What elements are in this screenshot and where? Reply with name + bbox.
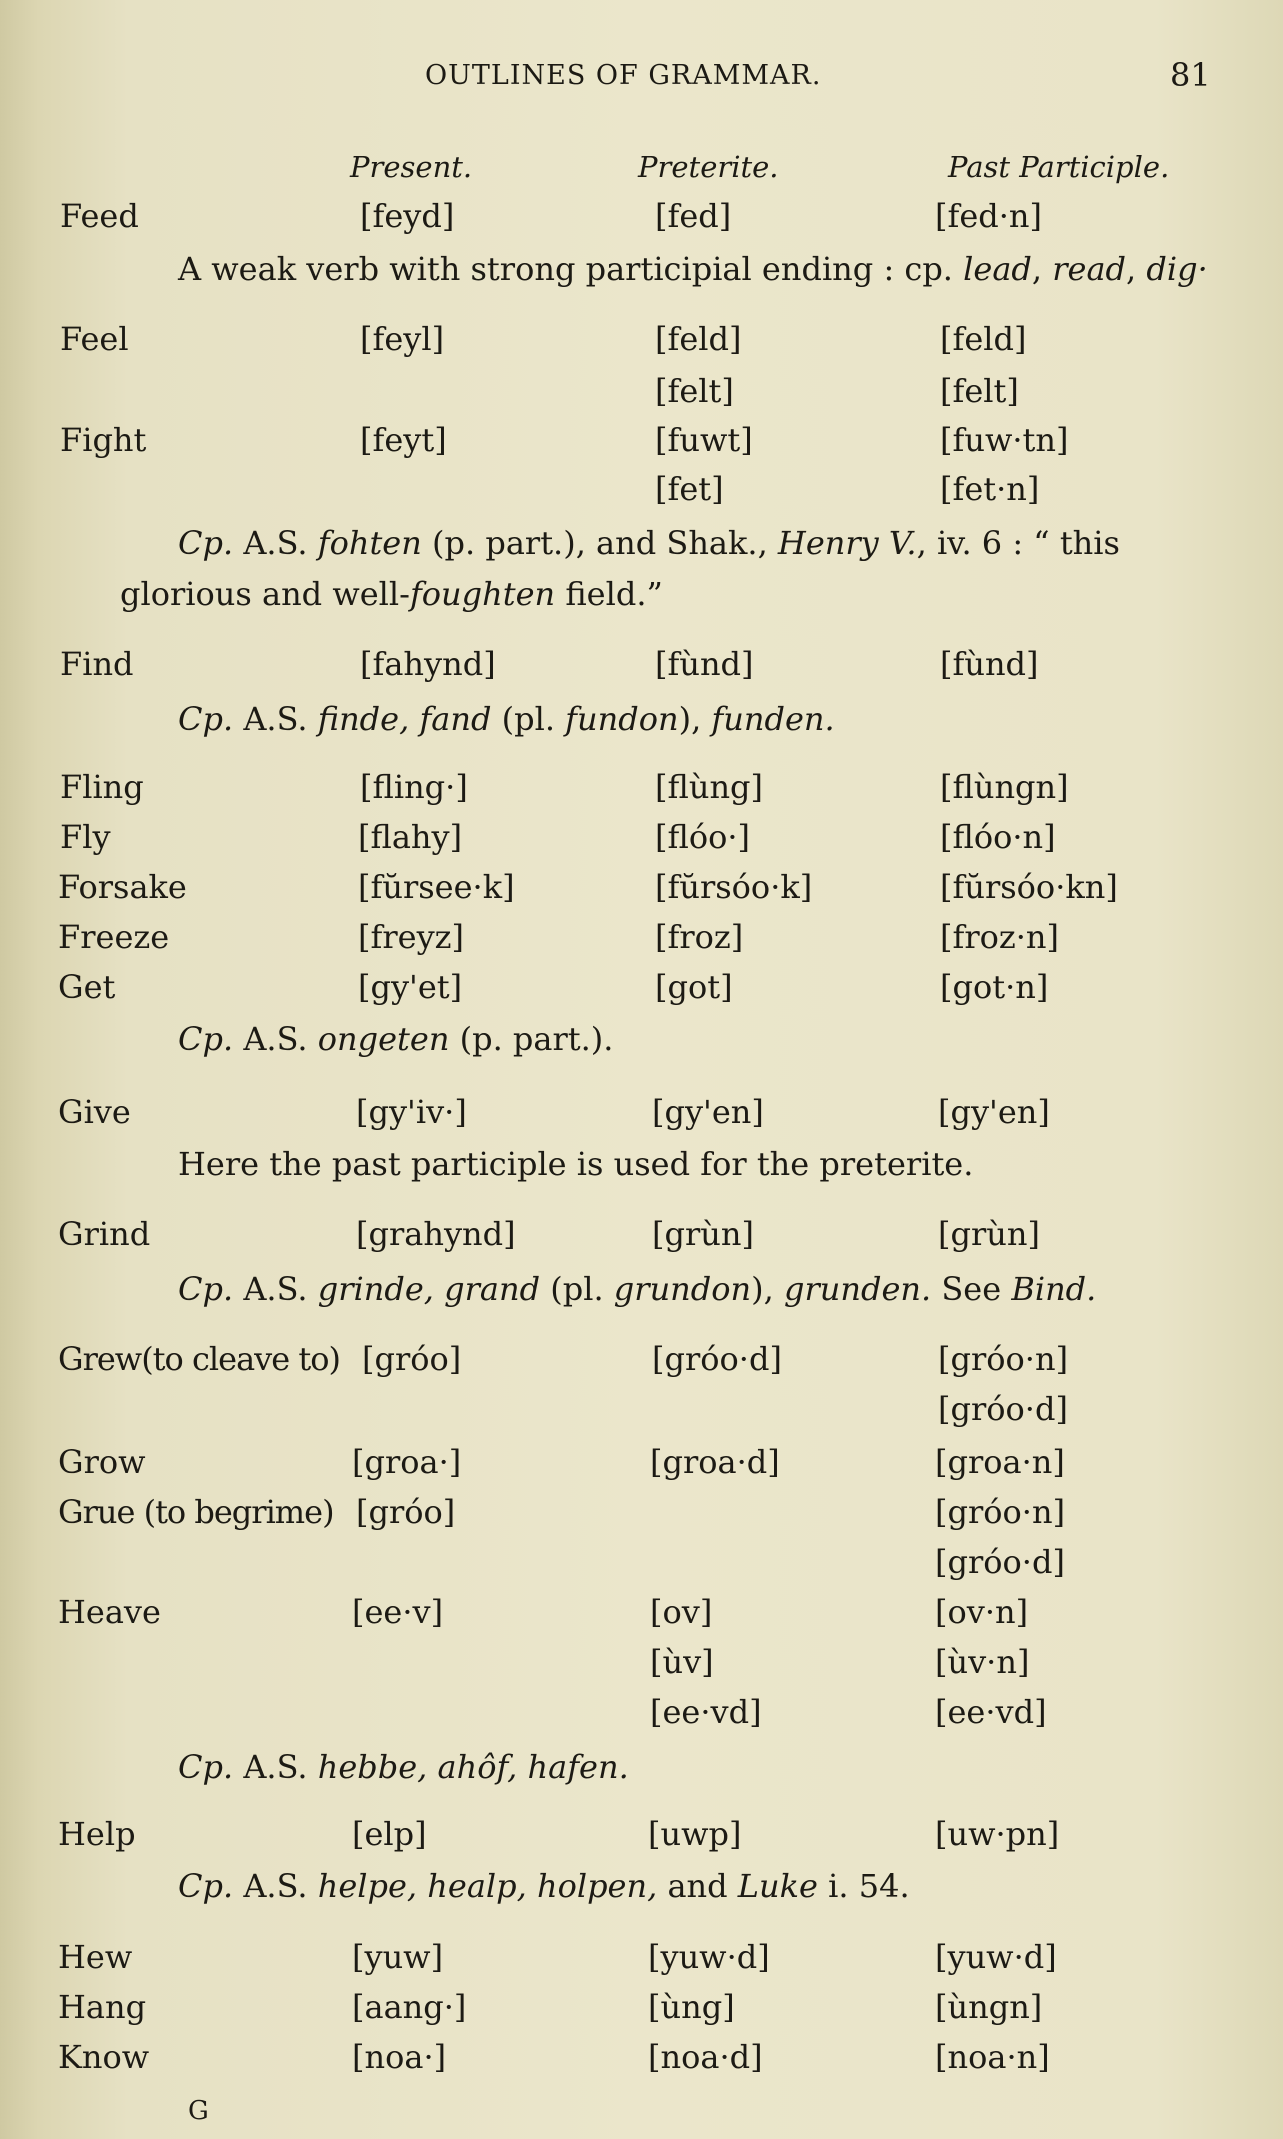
column-heading-present: Present. [350,150,473,184]
verb-word: Find [60,645,134,683]
preterite-form: [flóo·] [655,818,751,856]
preterite-form: [ùng] [648,1988,735,2026]
participle-form: [grùn] [938,1215,1040,1253]
preterite-form: [fuwt] [655,421,753,459]
preterite-form: [fed] [655,197,732,235]
preterite-form: [noa·d] [648,2038,763,2076]
present-form: [fling·] [360,768,468,806]
verb-word: Freeze [58,918,170,956]
preterite-form: [froz] [655,918,744,956]
participle-form: [noa·n] [935,2038,1050,2076]
verb-word: Grow [58,1443,146,1481]
participle-form: [flùngn] [940,768,1069,806]
note-grind: Cp. A.S. grinde, grand (pl. grundon), grunden. See Bind. [178,1270,1097,1308]
present-form: [elp] [352,1815,427,1853]
preterite-form: [felt] [655,372,734,410]
participle-form: [gróo·n] [938,1340,1069,1378]
present-form: [gróo] [362,1340,462,1378]
present-form: [feyd] [360,197,455,235]
participle-form: [ùv·n] [935,1643,1030,1681]
verb-word: Fly [60,818,111,856]
preterite-form: [flùng] [655,768,764,806]
running-header: OUTLINES OF GRAMMAR. [425,60,822,91]
verb-word: Feed [60,197,139,235]
participle-form: [ee·vd] [935,1693,1047,1731]
participle-form: [flóo·n] [940,818,1056,856]
verb-word: Grind [58,1215,151,1253]
participle-form: [ùngn] [935,1988,1043,2026]
note-help: Cp. A.S. helpe, healp, holpen, and Luke i. 54. [178,1867,910,1905]
preterite-form: [groa·d] [650,1443,780,1481]
present-form: [ee·v] [352,1593,444,1631]
preterite-form: [fùnd] [655,645,754,683]
preterite-form: [uwp] [648,1815,742,1853]
verb-word: Fling [60,768,144,806]
participle-form: [fuw·tn] [940,421,1069,459]
participle-form: [gróo·d] [938,1390,1068,1428]
verb-word: Grue (to begrime) [58,1493,334,1531]
signature-mark: G [188,2096,209,2126]
present-form: [fahynd] [360,645,496,683]
verb-word: Know [58,2038,150,2076]
note-get: Cp. A.S. ongeten (p. part.). [178,1020,614,1058]
participle-form: [uw·pn] [935,1815,1060,1853]
verb-word: Hew [58,1938,133,1976]
preterite-form: [ov] [650,1593,713,1631]
column-heading-preterite: Preterite. [638,150,779,184]
present-form: [feyt] [360,421,447,459]
preterite-form: [grùn] [652,1215,754,1253]
present-form: [feyl] [360,320,445,358]
participle-form: [groa·n] [935,1443,1065,1481]
present-form: [gy'et] [358,968,463,1006]
preterite-form: [got] [655,968,733,1006]
note-feed: A weak verb with strong participial ending : cp. lead, read, dig· [178,250,1208,288]
preterite-form: [ee·vd] [650,1693,762,1731]
preterite-form: [fet] [655,470,724,508]
preterite-form: [fŭrsóo·k] [655,868,813,906]
present-form: [flahy] [358,818,463,856]
preterite-form: [feld] [655,320,742,358]
present-form: [fŭrsee·k] [358,868,515,906]
participle-form: [fed·n] [935,197,1043,235]
present-form: [grahynd] [356,1215,516,1253]
verb-word: Heave [58,1593,161,1631]
participle-form: [gy'en] [938,1093,1050,1131]
preterite-form: [gy'en] [652,1093,764,1131]
verb-word: Get [58,968,116,1006]
participle-form: [yuw·d] [935,1938,1057,1976]
verb-word: Grew(to cleave to) [58,1340,340,1378]
participle-form: [froz·n] [940,918,1060,956]
participle-form: [fùnd] [940,645,1039,683]
participle-form: [got·n] [940,968,1049,1006]
verb-word: Help [58,1815,136,1853]
participle-form: [fet·n] [940,470,1040,508]
participle-form: [gróo·d] [935,1543,1065,1581]
participle-form: [felt] [940,372,1019,410]
participle-form: [fŭrsóo·kn] [940,868,1118,906]
present-form: [gróo] [356,1493,456,1531]
column-heading-past-participle: Past Participle. [948,150,1170,184]
note-give: Here the past participle is used for the preterite. [178,1145,974,1183]
verb-word: Give [58,1093,131,1131]
note-fight-continued: glorious and well-foughten field.” [120,575,663,613]
present-form: [yuw] [352,1938,444,1976]
participle-form: [ov·n] [935,1593,1029,1631]
present-form: [noa·] [352,2038,447,2076]
present-form: [aang·] [352,1988,467,2026]
present-form: [gy'iv·] [356,1093,467,1131]
note-fight: Cp. A.S. fohten (p. part.), and Shak., Henry V., iv. 6 : “ this [178,524,1120,562]
present-form: [groa·] [352,1443,462,1481]
verb-word: Hang [58,1988,147,2026]
preterite-form: [yuw·d] [648,1938,770,1976]
page-number: 81 [1170,56,1211,94]
preterite-form: [gróo·d] [652,1340,782,1378]
verb-word: Forsake [58,868,187,906]
note-find: Cp. A.S. finde, fand (pl. fundon), funden. [178,700,835,738]
participle-form: [feld] [940,320,1027,358]
present-form: [freyz] [358,918,464,956]
verb-word: Fight [60,421,147,459]
note-heave: Cp. A.S. hebbe, ahôf, hafen. [178,1748,629,1786]
verb-word: Feel [60,320,129,358]
participle-form: [gróo·n] [935,1493,1066,1531]
preterite-form: [ùv] [650,1643,714,1681]
